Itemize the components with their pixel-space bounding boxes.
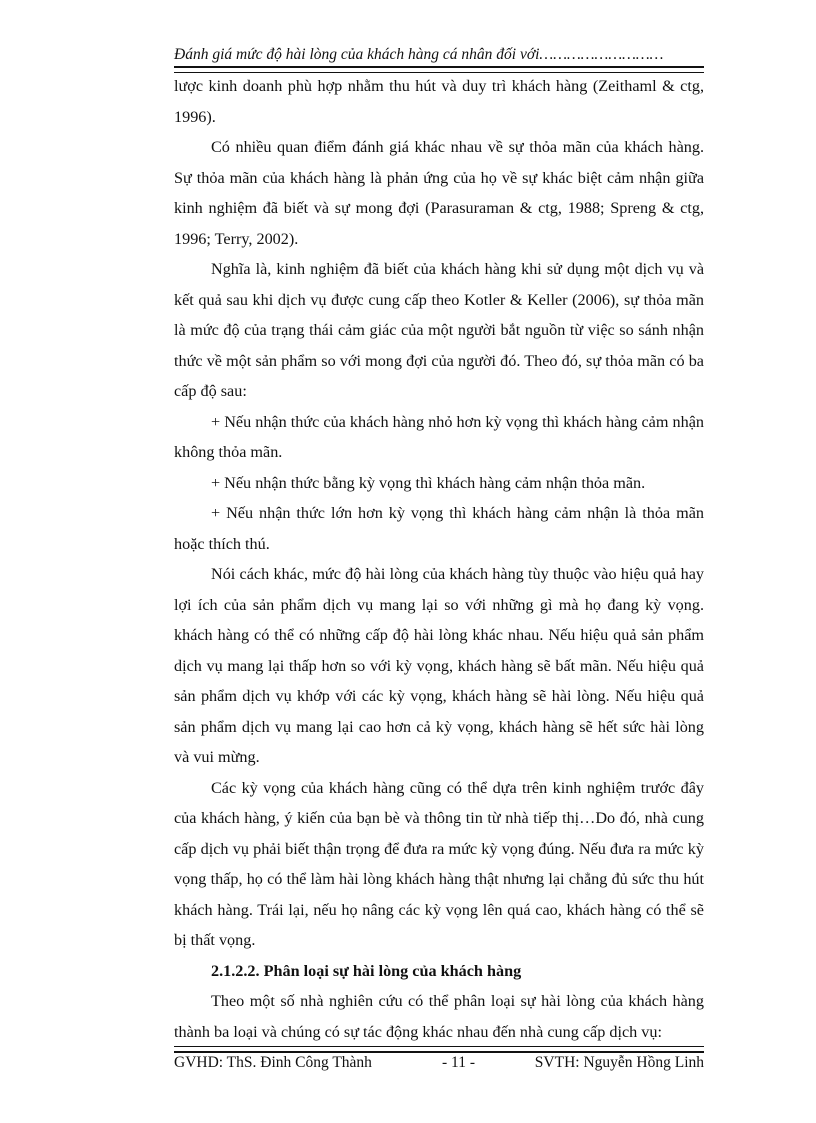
- footer-rule: [174, 1046, 704, 1053]
- paragraph: Theo một số nhà nghiên cứu có thể phân loại sự hài lòng của khách hàng thành ba loại và chúng có sự tác động khác nhau đến nhà cung cấp dịch vụ:: [174, 992, 704, 1041]
- paragraph-continued: lược kinh doanh phù hợp nhằm thu hút và duy trì khách hàng (Zeithaml & ctg, 1996).: [174, 77, 704, 126]
- paragraph: Có nhiều quan điểm đánh giá khác nhau về sự thỏa mãn của khách hàng. Sự thỏa mãn của khách hàng là phản ứng của họ về sự khác biệt cảm nhận giữa kinh nghiệm đã biết và sự mong đợi (Parasuraman & ctg, 1988; Spreng & ctg, 1996; Terry, 2002).: [174, 138, 704, 248]
- page-number: - 11 -: [442, 1054, 475, 1071]
- paragraph: Nói cách khác, mức độ hài lòng của khách hàng tùy thuộc vào hiệu quả hay lợi ích của sản phẩm dịch vụ mang lại so với những gì mà họ đang kỳ vọng. khách hàng có thể có những cấp độ hài lòng khác nhau. Nếu hiệu quả sản phẩm dịch vụ mang lại thấp hơn so với kỳ vọng, khách hàng sẽ bất mãn. Nếu hiệu quả sản phẩm dịch vụ khớp với các kỳ vọng, khách hàng sẽ hài lòng. Nếu hiệu quả sản phẩm dịch vụ mang lại cao hơn cả kỳ vọng, khách hàng sẽ hết sức hài lòng và vui mừng.: [174, 565, 704, 766]
- body-text: [174, 71, 704, 1047]
- paragraph: Các kỳ vọng của khách hàng cũng có thể dựa trên kinh nghiệm trước đây của khách hàng, ý kiến của bạn bè và thông tin từ nhà tiếp thị…Do đó, nhà cung cấp dịch vụ phải biết thận trọng để đưa ra mức kỳ vọng đúng. Nếu đưa ra mức kỳ vọng thấp, họ có thể làm hài lòng khách hàng thật nhưng lại chẳng đủ sức thu hút khách hàng. Trái lại, nếu họ nâng các kỳ vọng lên quá cao, khách hàng có thể sẽ bị thất vọng.: [174, 778, 704, 949]
- footer-student: SVTH: Nguyễn Hồng Linh: [534, 1054, 704, 1071]
- footer-advisor: GVHD: ThS. Đinh Công Thành: [174, 1054, 372, 1071]
- bullet-paragraph: + Nếu nhận thức lớn hơn kỳ vọng thì khách hàng cảm nhận là thỏa mãn hoặc thích thú.: [174, 504, 704, 553]
- section-heading: 2.1.2.2. Phân loại sự hài lòng của khách hàng: [211, 961, 522, 980]
- running-header: Đánh giá mức độ hài lòng của khách hàng cá nhân đối với………………………: [174, 46, 664, 63]
- bullet-paragraph: + Nếu nhận thức của khách hàng nhỏ hơn kỳ vọng thì khách hàng cảm nhận không thỏa mãn.: [174, 412, 704, 461]
- bullet-paragraph: + Nếu nhận thức bằng kỳ vọng thì khách hàng cảm nhận thỏa mãn.: [211, 473, 646, 492]
- paragraph: Nghĩa là, kinh nghiệm đã biết của khách hàng khi sử dụng một dịch vụ và kết quả sau khi dịch vụ được cung cấp theo Kotler & Keller (2006), sự thỏa mãn là mức độ của trạng thái cảm giác của một người bắt nguồn từ việc so sánh nhận thức về một sản phẩm so với mong đợi của người đó. Theo đó, sự thỏa mãn có ba cấp độ sau:: [174, 260, 704, 400]
